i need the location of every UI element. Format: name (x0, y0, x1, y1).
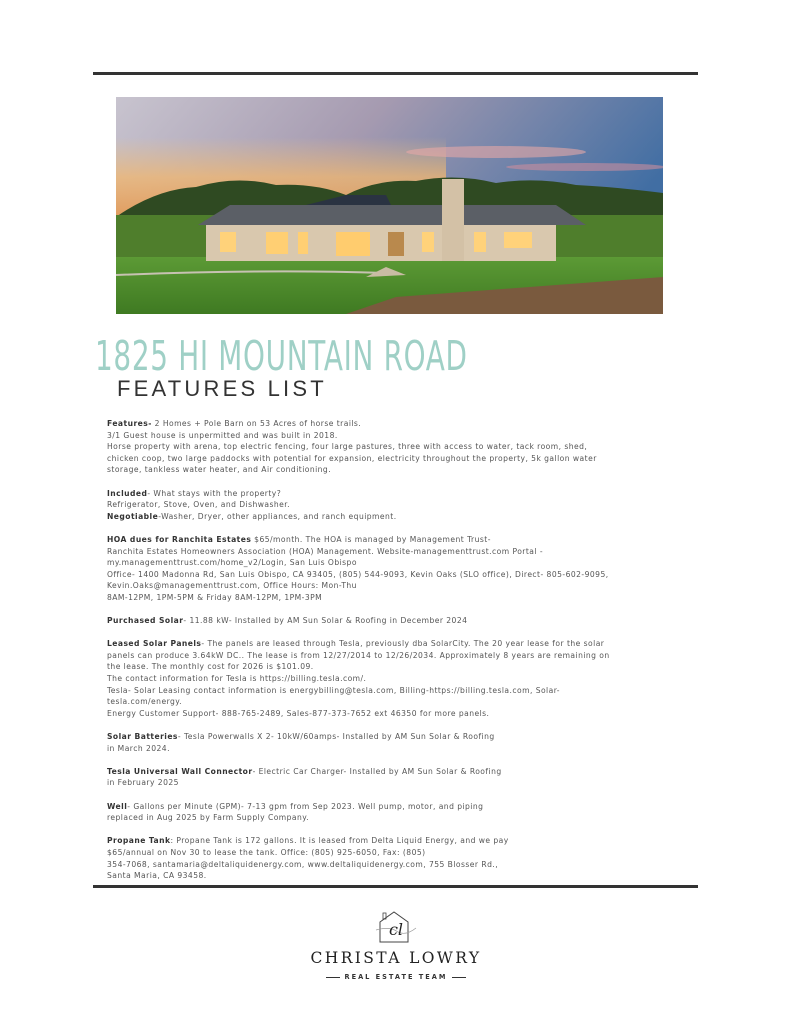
text-line: Well- Gallons per Minute (GPM)- 7-13 gpm from Sep 2023. Well pump, motor, and piping (107, 801, 484, 811)
text-line: Features- 2 Homes + Pole Barn on 53 Acres of horse trails. (107, 419, 362, 428)
brand-name: CHRISTA LOWRY (310, 949, 482, 967)
text-line: Included- What stays with the property? (107, 488, 282, 498)
section-purchased-solar (107, 615, 667, 627)
section-hoa (107, 534, 667, 604)
text-line: Propane Tank: Propane Tank is 172 gallons. It is leased from Delta Liquid Energy, and we pay (107, 836, 509, 846)
text-line: Kevin.Oaks@managementtrust.com, Office Hours: Mon-Thu (107, 581, 357, 591)
text-line: Santa Maria, CA 93458. (107, 871, 207, 881)
tagline-dash-right (452, 977, 466, 978)
house-monogram-icon (372, 908, 420, 944)
property-title: 1825 HI MOUNTAIN ROAD (95, 332, 468, 380)
text-line: in February 2025 (107, 778, 179, 788)
text-line: Horse property with arena, top electric fencing, four large pastures, three with access to water, tack room, shed, (107, 442, 588, 452)
text-line: chicken coop, two large paddocks with potential for expansion, electricity throughout the property, 5k gallon water (107, 453, 597, 463)
text-line: in March 2024. (107, 743, 170, 753)
section-solar-batteries (107, 731, 667, 754)
section-features (107, 418, 667, 476)
hero-photo (116, 97, 663, 314)
text-line: 3/1 Guest house is unpermitted and was built in 2018. (107, 430, 338, 440)
text-line: my.managementtrust.com/home_v2/Login, San Luis Obispo (107, 558, 357, 568)
text-line: Tesla- Solar Leasing contact information is energybilling@tesla.com, Billing-https://billing.tesla.com, Solar- (107, 685, 561, 695)
text-line: Office- 1400 Madonna Rd, San Luis Obispo, CA 93405, (805) 544-9093, Kevin Oaks (SLO office), Direct- 805-602-9095, (107, 569, 609, 579)
brand-logo (300, 908, 492, 981)
text-line: panels can produce 3.64kW DC.. The lease is from 12/27/2014 to 12/26/2034. Approximately 8 years are remaining on (107, 650, 610, 660)
text-line: Purchased Solar- 11.88 kW- Installed by AM Sun Solar & Roofing in December 2024 (107, 616, 468, 626)
section-well (107, 801, 667, 824)
brand-tagline: REAL ESTATE TEAM (300, 973, 492, 981)
text-line: HOA dues for Ranchita Estates $65/month. The HOA is managed by Management Trust- (107, 534, 491, 544)
text-line: 354-7068, santamaria@deltaliquidenergy.com, www.deltaliquidenergy.com, 755 Blosser Rd., (107, 859, 499, 869)
features-content (107, 418, 667, 893)
page-subtitle: FEATURES LIST (117, 376, 327, 401)
svg-text:cl: cl (388, 920, 404, 939)
bottom-divider (93, 885, 698, 888)
text-line: Leased Solar Panels- The panels are leased through Tesla, previously dba SolarCity. The 20 year lease for the solar (107, 639, 605, 649)
text-line: 8AM-12PM, 1PM-5PM & Friday 8AM-12PM, 1PM-3PM (107, 592, 323, 602)
text-line: storage, tankless water heater, and Air conditioning. (107, 465, 332, 475)
tagline-dash-left (326, 977, 340, 978)
text-line: Solar Batteries- Tesla Powerwalls X 2- 10kW/60amps- Installed by AM Sun Solar & Roofing (107, 732, 495, 742)
text-line: The contact information for Tesla is https://billing.tesla.com/. (107, 674, 367, 684)
text-line: the lease. The monthly cost for 2026 is $101.09. (107, 662, 314, 672)
section-included (107, 488, 667, 523)
text-line: Ranchita Estates Homeowners Association (HOA) Management. Website-managementtrust.com Portal - (107, 546, 544, 556)
text-line: tesla.com/energy. (107, 697, 182, 707)
section-propane (107, 835, 667, 881)
top-divider (93, 72, 698, 75)
text-line: Tesla Universal Wall Connector- Electric Car Charger- Installed by AM Sun Solar & Roofing (107, 766, 502, 776)
house-photo-illustration (116, 97, 663, 314)
section-leased-solar (107, 638, 667, 719)
text-line: replaced in Aug 2025 by Farm Supply Company. (107, 813, 310, 823)
text-line: Negotiable-Washer, Dryer, other appliances, and ranch equipment. (107, 511, 397, 521)
text-line: Energy Customer Support- 888-765-2489, Sales-877-373-7652 ext 46350 for more panels. (107, 708, 490, 718)
section-wall-connector (107, 766, 667, 789)
text-line: $65/annual on Nov 30 to lease the tank. Office: (805) 925-6050, Fax: (805) (107, 847, 426, 857)
text-line: Refrigerator, Stove, Oven, and Dishwasher. (107, 500, 291, 510)
